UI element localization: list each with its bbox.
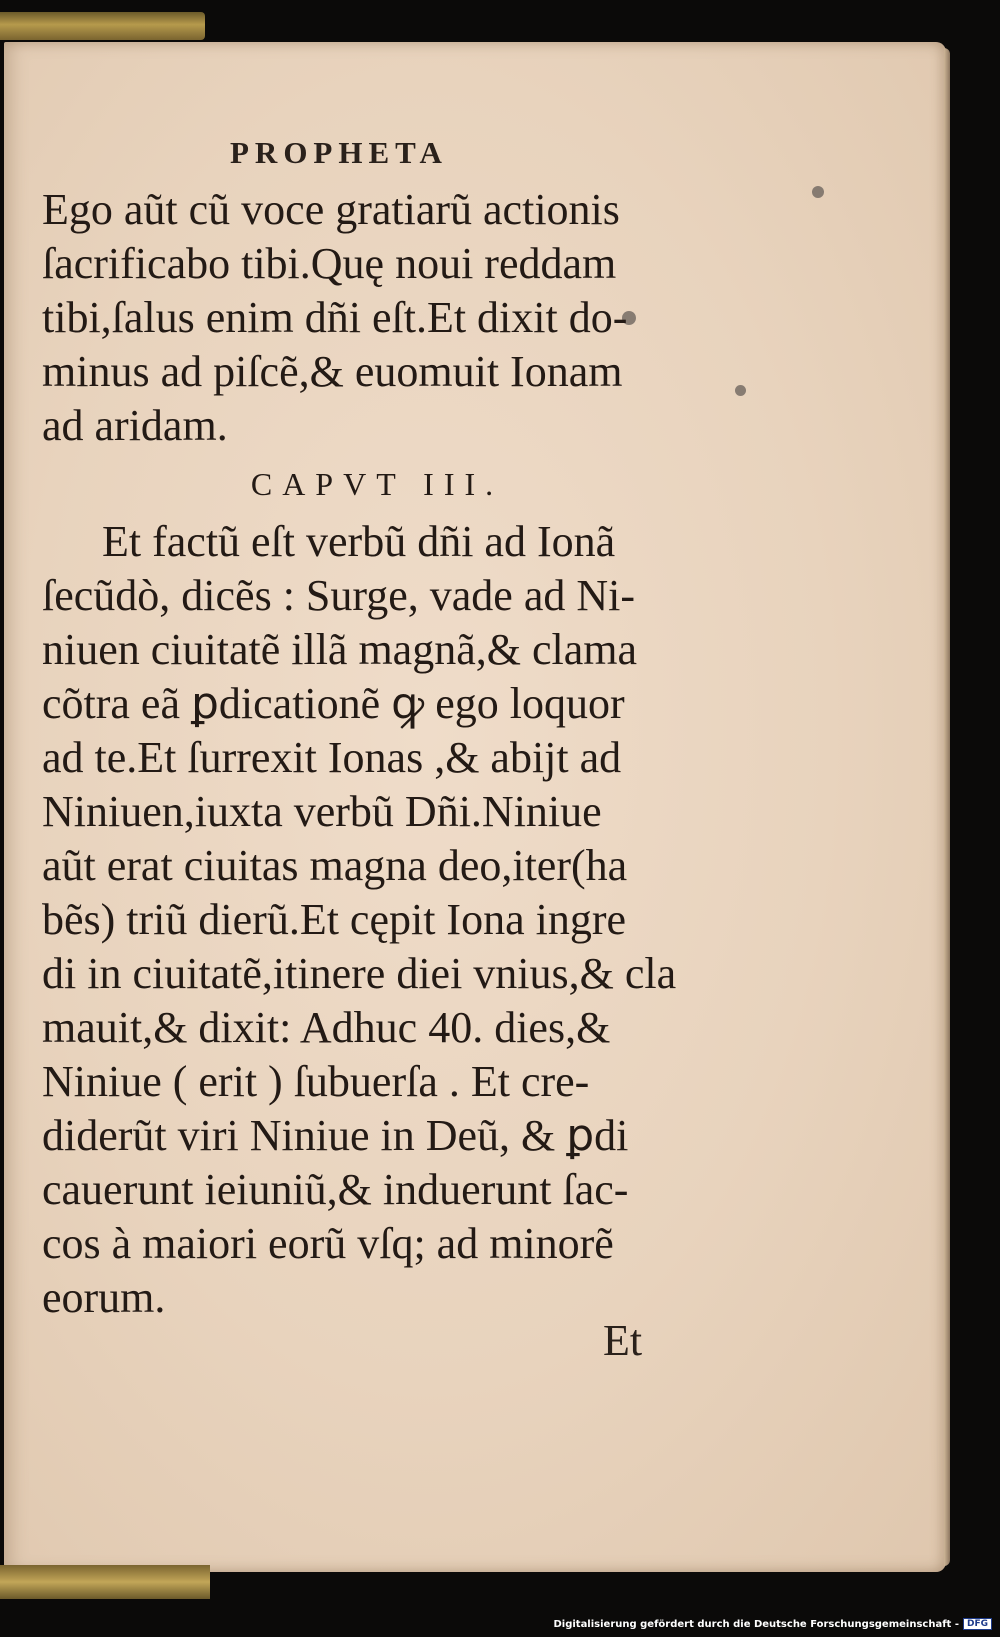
text-line: Niniuen,iuxta verbũ Dñi.Niniue — [42, 787, 602, 836]
ink-spot — [812, 186, 824, 198]
credit-text: Digitalisierung gefördert durch die Deutsche Forschungsgemeinschaft - — [553, 1618, 959, 1630]
dfg-logo: DFG — [963, 1618, 992, 1630]
running-head: PROPHETA — [230, 135, 448, 170]
spine-binding-bottom — [0, 1565, 210, 1599]
text-line: Ego aũt cũ voce gratiarũ actionis — [42, 185, 620, 234]
page-edge — [944, 48, 950, 1566]
ink-spot — [735, 385, 746, 396]
text-line: minus ad piſcẽ,& euomuit Ionam — [42, 347, 623, 396]
text-block — [42, 183, 677, 1325]
text-line: bẽs) triũ dierũ.Et cępit Iona ingre — [42, 895, 627, 944]
text-line: tibi,ſalus enim dñi eſt.Et dixit do- — [42, 293, 628, 342]
text-line: cauerunt ieiuniũ,& induerunt ſac- — [42, 1165, 629, 1214]
text-line: Et factũ eſt verbũ dñi ad Ionã — [102, 517, 616, 566]
text-line: eorum. — [42, 1273, 166, 1322]
text-line: ſacrificabo tibi.Quę noui reddam — [42, 239, 617, 288]
text-line: aũt erat ciuitas magna deo,iter(ha — [42, 841, 628, 890]
text-line: ad aridam. — [42, 401, 228, 450]
text-line: niuen ciuitatẽ illã magnã,& clama — [42, 625, 637, 674]
spine-binding-top — [0, 12, 205, 40]
text-line: Niniue ( erit ) ſubuerſa . Et cre- — [42, 1057, 590, 1106]
text-line: ad te.Et ſurrexit Ionas ,& abijt ad — [42, 733, 622, 782]
catchword: Et — [603, 1316, 643, 1365]
text-line: cos à maiori eorũ vſq; ad minorẽ — [42, 1219, 614, 1268]
chapter-heading: CAPVT III. — [250, 466, 504, 502]
text-line: diderũt viri Niniue in Deũ, & ꝑdi — [42, 1111, 629, 1160]
text-line: cõtra eã ꝑdicationẽ ꝙ ego loquor — [42, 679, 625, 728]
text-line: mauit,& dixit: Adhuc 40. dies,& — [42, 1003, 611, 1052]
text-line: ſecũdò, dicẽs : Surge, vade ad Ni- — [42, 571, 636, 620]
digitization-credit — [553, 1618, 992, 1630]
text-line: di in ciuitatẽ,itinere diei vnius,& cla — [42, 949, 677, 998]
